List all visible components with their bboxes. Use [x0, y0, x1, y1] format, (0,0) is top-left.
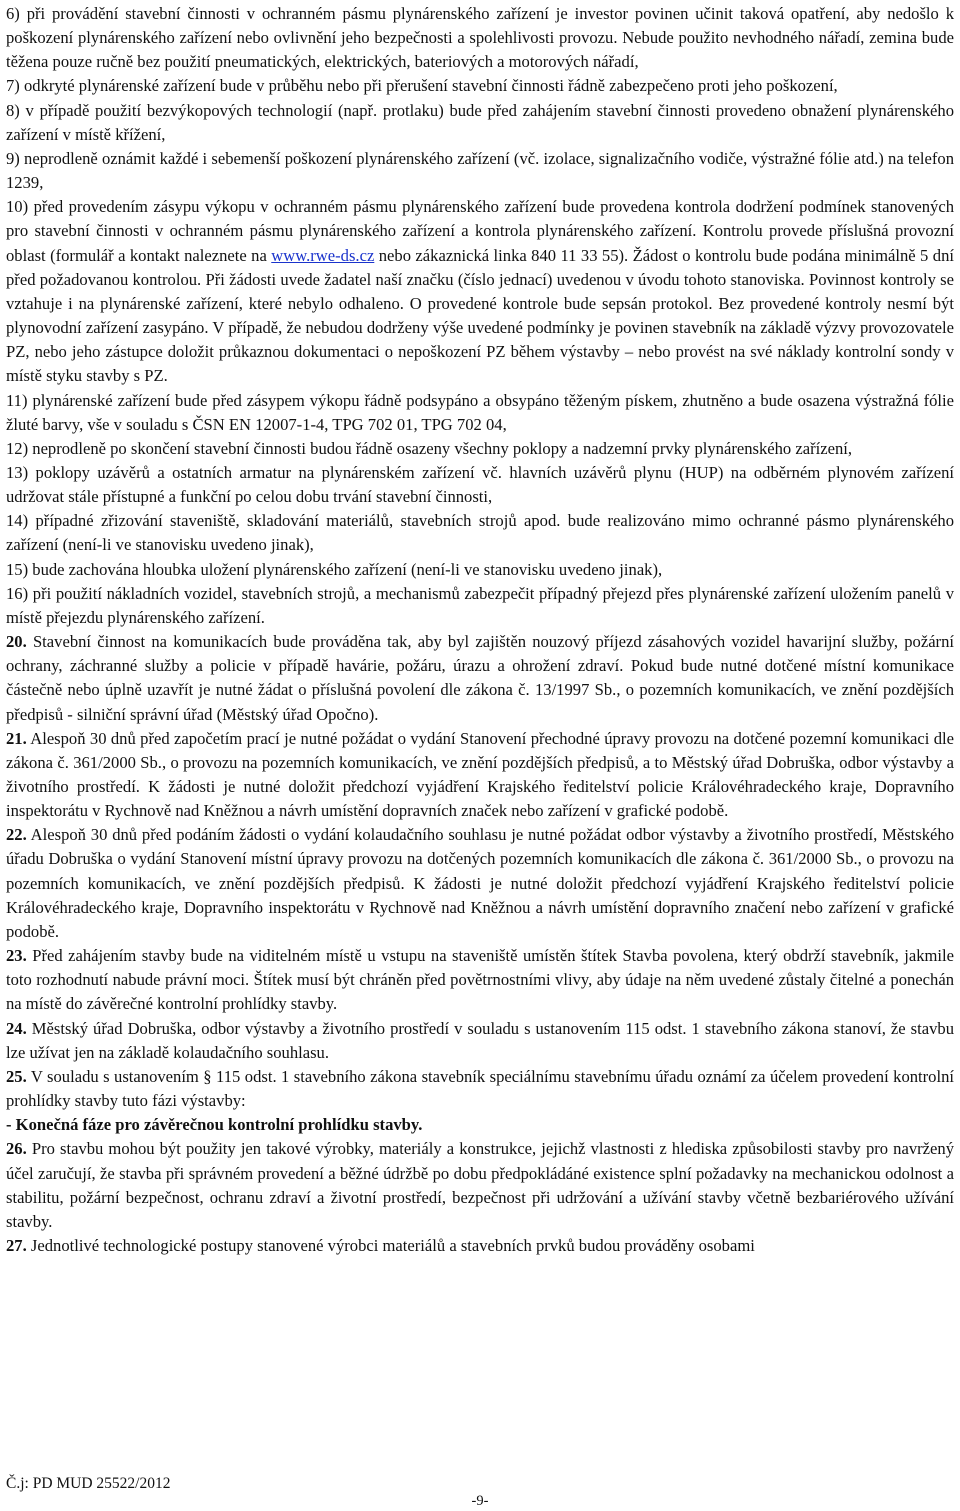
- paragraph-13: 13) poklopy uzávěrů a ostatních armatur na plynárenském zařízení vč. hlavních uzávěrů plynu (HUP) na odběrném plynovém zařízení udržovat stále přístupné a funkční po celou dobu trvání stavební činnosti,: [6, 462, 954, 507]
- rwe-ds-link[interactable]: www.rwe-ds.cz: [271, 245, 375, 265]
- condition-20: [6, 630, 954, 727]
- footer-reference: Č.j: PD MUD 25522/2012: [6, 1475, 171, 1492]
- paragraph-15: 15) bude zachována hloubka uložení plynárenského zařízení (není-li ve stanovisku uvedeno jinak),: [6, 559, 663, 579]
- paragraph-7: 7) odkryté plynárenské zařízení bude v průběhu nebo při přerušení stavební činnosti řádně zabezpečeno proti jeho poškození,: [6, 76, 838, 96]
- paragraph-8: 8) v případě použití bezvýkopových technologií (např. protlaku) bude před zahájením stavební činnosti provedeno obnažení plynárenského zařízení v místě křížení,: [6, 100, 954, 144]
- condition-27: [6, 1234, 954, 1258]
- condition-25: [6, 1065, 954, 1113]
- condition-text: Jednotlivé technologické postupy stanovené výrobci materiálů a stavebních prvků budou prováděny osobami: [26, 1235, 755, 1255]
- condition-number: 27.: [6, 1235, 27, 1255]
- condition-number: 22.: [6, 825, 27, 845]
- paragraph-6: 6) při provádění stavební činnosti v ochranném pásmu plynárenského zařízení je investor povinen učinit taková opatření, aby nedošlo k poškození plynárenského zařízení nebo ovlivnění jeho bezpečnosti a spolehlivosti provozu. Nebude použito nevhodného nářadí, zemina bude těžena pouze ručně bez použití pneumatických, elektrických, bateriových a motorových nářadí,: [6, 4, 954, 72]
- condition-21: [6, 727, 954, 824]
- page-number: -9-: [471, 1493, 489, 1509]
- condition-22: [6, 823, 954, 944]
- condition-text: Alespoň 30 dnů před započetím prací je nutné požádat o vydání Stanovení přechodné úpravy provozu na dotčené pozemní komunikaci dle zákona č. 361/2000 Sb., o provozu na pozemních komunikacích, ve znění pozdějších předpisů, a to Městský úřad Dobruška, odbor výstavby a životního prostředí. K žádosti je nutné doložit předchozí vyjádření Krajského ředitelství policie Královéhradeckého kraje, Dopravního inspektorátu v Rychnově nad Kněžnou a návrh umístění dopravních značek nebo zařízení v grafické podobě.: [6, 728, 954, 821]
- condition-number: 25.: [6, 1066, 27, 1086]
- condition-number: 24.: [6, 1018, 27, 1038]
- condition-24: [6, 1017, 954, 1065]
- paragraph-10: [6, 195, 954, 388]
- paragraph-12: 12) neprodleně po skončení stavební činnosti budou řádně osazeny všechny poklopy a nadzemní prvky plynárenského zařízení,: [6, 438, 853, 458]
- condition-25-phase: - Konečná fáze pro závěrečnou kontrolní prohlídku stavby.: [6, 1115, 423, 1135]
- condition-text: Stavební činnost na komunikacích bude prováděna tak, aby byl zajištěn nouzový příjezd zásahových vozidel havarijní služby, požární ochrany, záchranné služby a policie v případě havárie, požáru, úrazu a ohrožení zdraví. Pokud bude nutné dotčené místní komunikace částečně nebo úplně uzavřít je nutné žádat o příslušná povolení dle zákona č. 13/1997 Sb., o pozemních komunikacích, ve znění pozdějších předpisů - silniční správní úřad (Městský úřad Opočno).: [6, 632, 954, 724]
- condition-text: Městský úřad Dobruška, odbor výstavby a životního prostředí v souladu s ustanovením 115 odst. 1 stavebního zákona stanoví, že stavbu lze užívat jen na základě kolaudačního souhlasu.: [6, 1018, 954, 1062]
- condition-number: 23.: [6, 946, 27, 966]
- condition-26: [6, 1137, 954, 1234]
- document-body: [6, 2, 954, 1258]
- condition-number: 20.: [6, 632, 27, 652]
- paragraph-9: 9) neprodleně oznámit každé i sebemenší poškození plynárenského zařízení (vč. izolace, signalizačního vodiče, výstražné fólie atd.) na telefon 1239,: [6, 148, 954, 193]
- condition-text: V souladu s ustanovením § 115 odst. 1 stavebního zákona stavebník speciálnímu stavebnímu úřadu oznámí za účelem provedení kontrolní prohlídky stavby tuto fázi výstavby:: [6, 1066, 954, 1111]
- condition-number: 26.: [6, 1139, 27, 1159]
- condition-number: 21.: [6, 728, 27, 748]
- condition-text: Alespoň 30 dnů před podáním žádosti o vydání kolaudačního souhlasu je nutné požádat odbor výstavby a životního prostředí, Městského úřadu Dobruška o vydání Stanovení místní úpravy provozu na dotčených pozemních komunikacích dle zákona č. 361/2000 Sb., o provozu na pozemních komunikacích, ve znění pozdějších předpisů. K žádosti je nutné doložit předchozí vyjádření Krajského ředitelství policie Královéhradeckého kraje, Dopravního inspektorátu v Rychnově nad Kněžnou a návrh umístění dopravního značení nebo zařízení v grafické podobě.: [6, 825, 954, 941]
- condition-text: Pro stavbu mohou být použity jen takové výrobky, materiály a konstrukce, jejichž vlastnosti z hlediska způsobilosti stavby pro navržený účel zaručují, že stavba při správném provedení a běžné údržbě po dobu předpokládáné existence splní požadavky na mechanickou odolnost a stabilitu, požární bezpečnost, ochranu zdraví a životní prostředí, bezpečnost při udržování a užívání stavby včetně bezbariérového užívání stavby.: [6, 1139, 954, 1231]
- paragraph-14: 14) případné zřizování staveniště, skladování materiálů, stavebních strojů apod. bude realizováno mimo ochranné pásmo plynárenského zařízení (není-li ve stanovisku uvedeno jinak),: [6, 511, 954, 555]
- paragraph-10-text-a: 10) před provedením zásypu výkopu v ochranném pásmu plynárenského zařízení bude provedena kontrola dodržení podmínek stanovených pro stavební činnosti v ochranném pásmu plynárenského zařízení a kontrola plynárenského zařízení. Kontrolu provede příslušná provozní oblast (formulář a kontakt naleznete na: [6, 197, 954, 265]
- condition-text: Před zahájením stavby bude na viditelném místě u vstupu na staveniště umístěn štítek Stavba povolena, který obdrží stavebník, jakmile toto rozhodnutí nabude právní moci. Štítek musí být chráněn před povětrnostními vlivy, aby údaje na něm uvedené zůstaly čitelné a ponechán na místě do závěrečné kontrolní prohlídky stavby.: [6, 946, 954, 1014]
- paragraph-11: 11) plynárenské zařízení bude před zásypem výkopu řádně podsypáno a obsypáno těženým pískem, zhutněno a bude osazena výstražná fólie žluté barvy, vše v souladu s ČSN EN 12007-1-4, TPG 702 01, TPG 702 04,: [6, 390, 954, 434]
- condition-23: [6, 944, 954, 1016]
- paragraph-16: 16) při použití nákladních vozidel, stavebních strojů, a mechanismů zabezpečit případný přejezd přes plynárenské zařízení uložením panelů v místě přejezdu plynárenského zařízení.: [6, 583, 954, 627]
- paragraph-10-text-b: nebo zákaznická linka 840 11 33 55). Žádost o kontrolu bude podána minimálně 5 dní před požadovanou kontrolou. Při žádosti uvede žadatel naší značku (číslo jednací) uvedenou v úvodu tohoto stanoviska. Povinnost kontroly se vztahuje i na plynárenské zařízení, které nebylo odhaleno. O provedené kontrole bude sepsán protokol. Bez provedené kontroly nesmí být plynovodní zařízení zasypáno. V případě, že nebudou dodrženy výše uvedené podmínky je povinen stavebník na základě výzvy provozovatele PZ, nebo jeho zástupce doložit průkaznou dokumentaci o nepoškození PZ během výstavby – nebo provést na své náklady kontrolní sondy v místě styku stavby s PZ.: [6, 245, 954, 386]
